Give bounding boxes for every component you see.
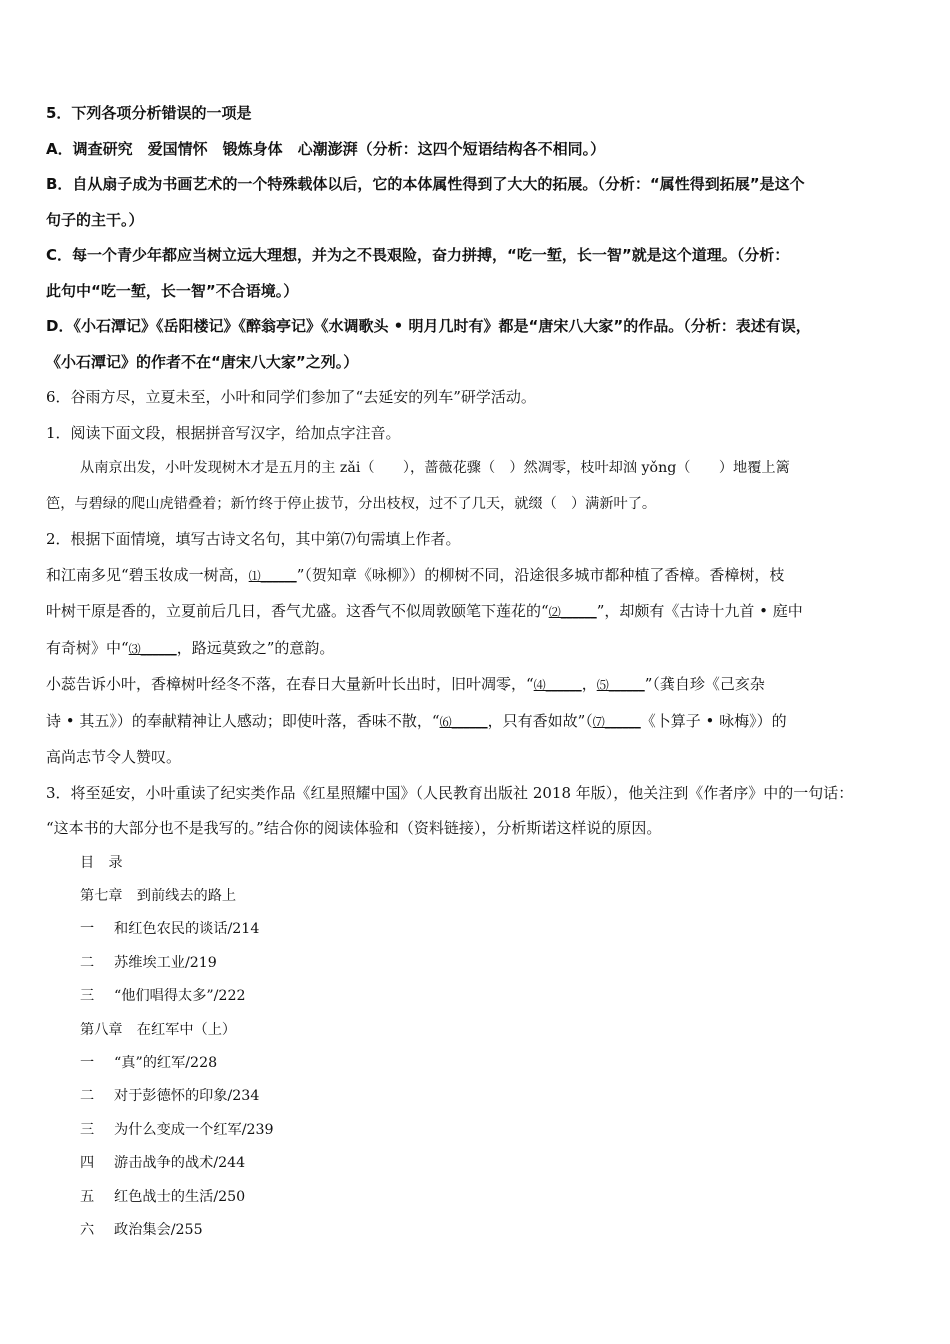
toc-item-text: “真”的红军/228 (114, 1054, 218, 1071)
subquestion-2-line-2 (46, 594, 910, 631)
text-segment: ，路远莫致之”的意韵。 (176, 638, 335, 657)
toc-item-number: 一 (80, 1054, 95, 1071)
toc-item (46, 913, 910, 946)
text-segment: ， (581, 675, 597, 693)
text-segment: 叶树干原是香的，立夏前后几日，香气尤盛。这香气不似周敦颐笔下莲花的“ (46, 602, 549, 620)
subquestion-2-line-5 (46, 704, 910, 741)
toc-item-number: 三 (80, 988, 95, 1005)
toc-item-number: 二 (80, 1088, 95, 1105)
text-segment: 小蕊告诉小叶，香樟树叶经冬不落，在春日大量新叶长出时，旧叶凋零，“ (46, 675, 534, 693)
toc-item-text: 红色战士的生活/250 (114, 1188, 246, 1205)
toc-chapter-8: 第八章 在红军中（上） (80, 1021, 237, 1038)
toc-item-text: 政治集会/255 (114, 1221, 203, 1238)
text-segment: 和江南多见“碧玉妆成一树高， (46, 565, 249, 584)
toc-item (46, 1047, 910, 1080)
toc-item (46, 1147, 910, 1180)
subquestion-1-title: 1．阅读下面文段，根据拼音写汉字，给加点字注音。 (46, 423, 401, 442)
blank-3[interactable]: ⑶______ (128, 641, 177, 656)
toc-item-number: 六 (80, 1221, 95, 1238)
toc-item-text: 为什么变成一个红军/239 (114, 1121, 274, 1138)
toc-item (46, 947, 910, 980)
blank-1[interactable]: ⑴______ (248, 568, 297, 583)
toc-item (46, 1214, 910, 1247)
blank-4[interactable]: ⑷______ (533, 678, 582, 692)
toc-item-text: 和红色农民的谈话/214 (114, 921, 260, 938)
toc-item-number: 四 (80, 1155, 95, 1172)
text-segment: ”，却颇有《古诗十九首 • 庭中 (596, 602, 803, 620)
text-segment: ，只有香如故”（ (487, 711, 593, 730)
toc-item-number: 五 (80, 1188, 95, 1205)
text-segment: ”（贺知章《咏柳》）的柳树不同，沿途很多城市都种植了香樟。香樟树，枝 (296, 565, 785, 584)
option-c-line-2: 此句中“吃一堑，长一智”不合语境。） (46, 281, 299, 300)
option-c-line-1: C．每一个青少年都应当树立远大理想，并为之不畏艰险，奋力拼搏，“吃一堑，长一智”就是这个道理。（分析： (46, 246, 790, 264)
toc-item (46, 980, 910, 1013)
option-d-line-2: 《小石潭记》的作者不在“唐宋八大家”之列。） (46, 352, 359, 371)
subquestion-2-line-4 (46, 667, 910, 704)
blank-6[interactable]: ⑹______ (439, 714, 488, 729)
toc-item (46, 1114, 910, 1147)
text-segment: 《卜算子 • 咏梅》）的 (640, 711, 787, 730)
option-a: A．调查研究 爱国情怀 锻炼身体 心潮澎湃（分析：这四个短语结构各不相同。） (46, 139, 606, 158)
text-segment: 诗 • 其五》）的奉献精神让人感动；即使叶落，香味不散，“ (46, 711, 440, 730)
subquestion-2-line-6: 高尚志节令人赞叹。 (46, 748, 182, 766)
blank-7[interactable]: ⑺______ (592, 714, 641, 729)
option-d-line-1: D．《小石潭记》《岳阳楼记》《醉翁亭记》《水调歌头 • 明月几时有》都是“唐宋八大家”的作品。（分析：表述有误， (46, 317, 811, 335)
toc-item-number: 三 (80, 1121, 95, 1138)
table-of-contents (46, 847, 910, 1248)
option-b-line-1: B．自从扇子成为书画艺术的一个特殊载体以后，它的本体属性得到了大大的拓展。（分析：“属性得到拓展”是这个 (46, 175, 805, 193)
toc-item-text: 游击战争的战术/244 (114, 1155, 246, 1172)
toc-item-text: “他们唱得太多”/222 (114, 988, 246, 1005)
toc-item-text: 苏维埃工业/219 (114, 954, 217, 971)
subquestion-3-line-2: “这本书的大部分也不是我写的。”结合你的阅读体验和（资料链接），分析斯诺这样说的原因。 (46, 819, 662, 837)
toc-item-number: 一 (80, 921, 95, 938)
toc-item-number: 二 (80, 954, 95, 971)
question-6-intro: 6．谷雨方尽，立夏未至，小叶和同学们参加了“去延安的列车”研学活动。 (46, 388, 536, 406)
toc-item (46, 1080, 910, 1113)
question-6 (46, 380, 910, 847)
subquestion-1-passage-line-1: 从南京出发，小叶发现树木才是五月的主 zǎi（ ），蔷薇花骤（ ）然凋零，枝叶却汹 yǒng（ ）地覆上篱 (80, 460, 790, 476)
question-5 (46, 96, 910, 380)
subquestion-2-line-3 (46, 631, 910, 668)
text-segment: 有奇树》中“ (46, 638, 129, 657)
option-b-line-2: 句子的主干。） (46, 210, 144, 229)
subquestion-2-line-1 (46, 558, 910, 595)
toc-chapter-7: 第七章 到前线去的路上 (80, 887, 237, 904)
subquestion-2-title: 2．根据下面情境，填写古诗文名句，其中第⑺句需填上作者。 (46, 530, 461, 548)
toc-item (46, 1181, 910, 1214)
subquestion-3-line-1: 3．将至延安，小叶重读了纪实类作品《红星照耀中国》（人民教育出版社 2018 年版），他关注到《作者序》中的一句话： (46, 783, 854, 802)
subquestion-1-passage-line-2: 笆，与碧绿的爬山虎错叠着；新竹终于停止拔节，分出枝杈，过不了几天，就缀（ ）满新叶了。 (46, 495, 657, 512)
toc-item-text: 对于彭德怀的印象/234 (114, 1088, 260, 1105)
blank-5[interactable]: ⑸______ (596, 678, 645, 692)
text-segment: ”（龚自珍《己亥杂 (644, 675, 765, 693)
blank-2[interactable]: ⑵______ (548, 605, 597, 619)
toc-title: 目 录 (80, 854, 123, 871)
question-5-stem: 5．下列各项分析错误的一项是 (46, 104, 252, 122)
